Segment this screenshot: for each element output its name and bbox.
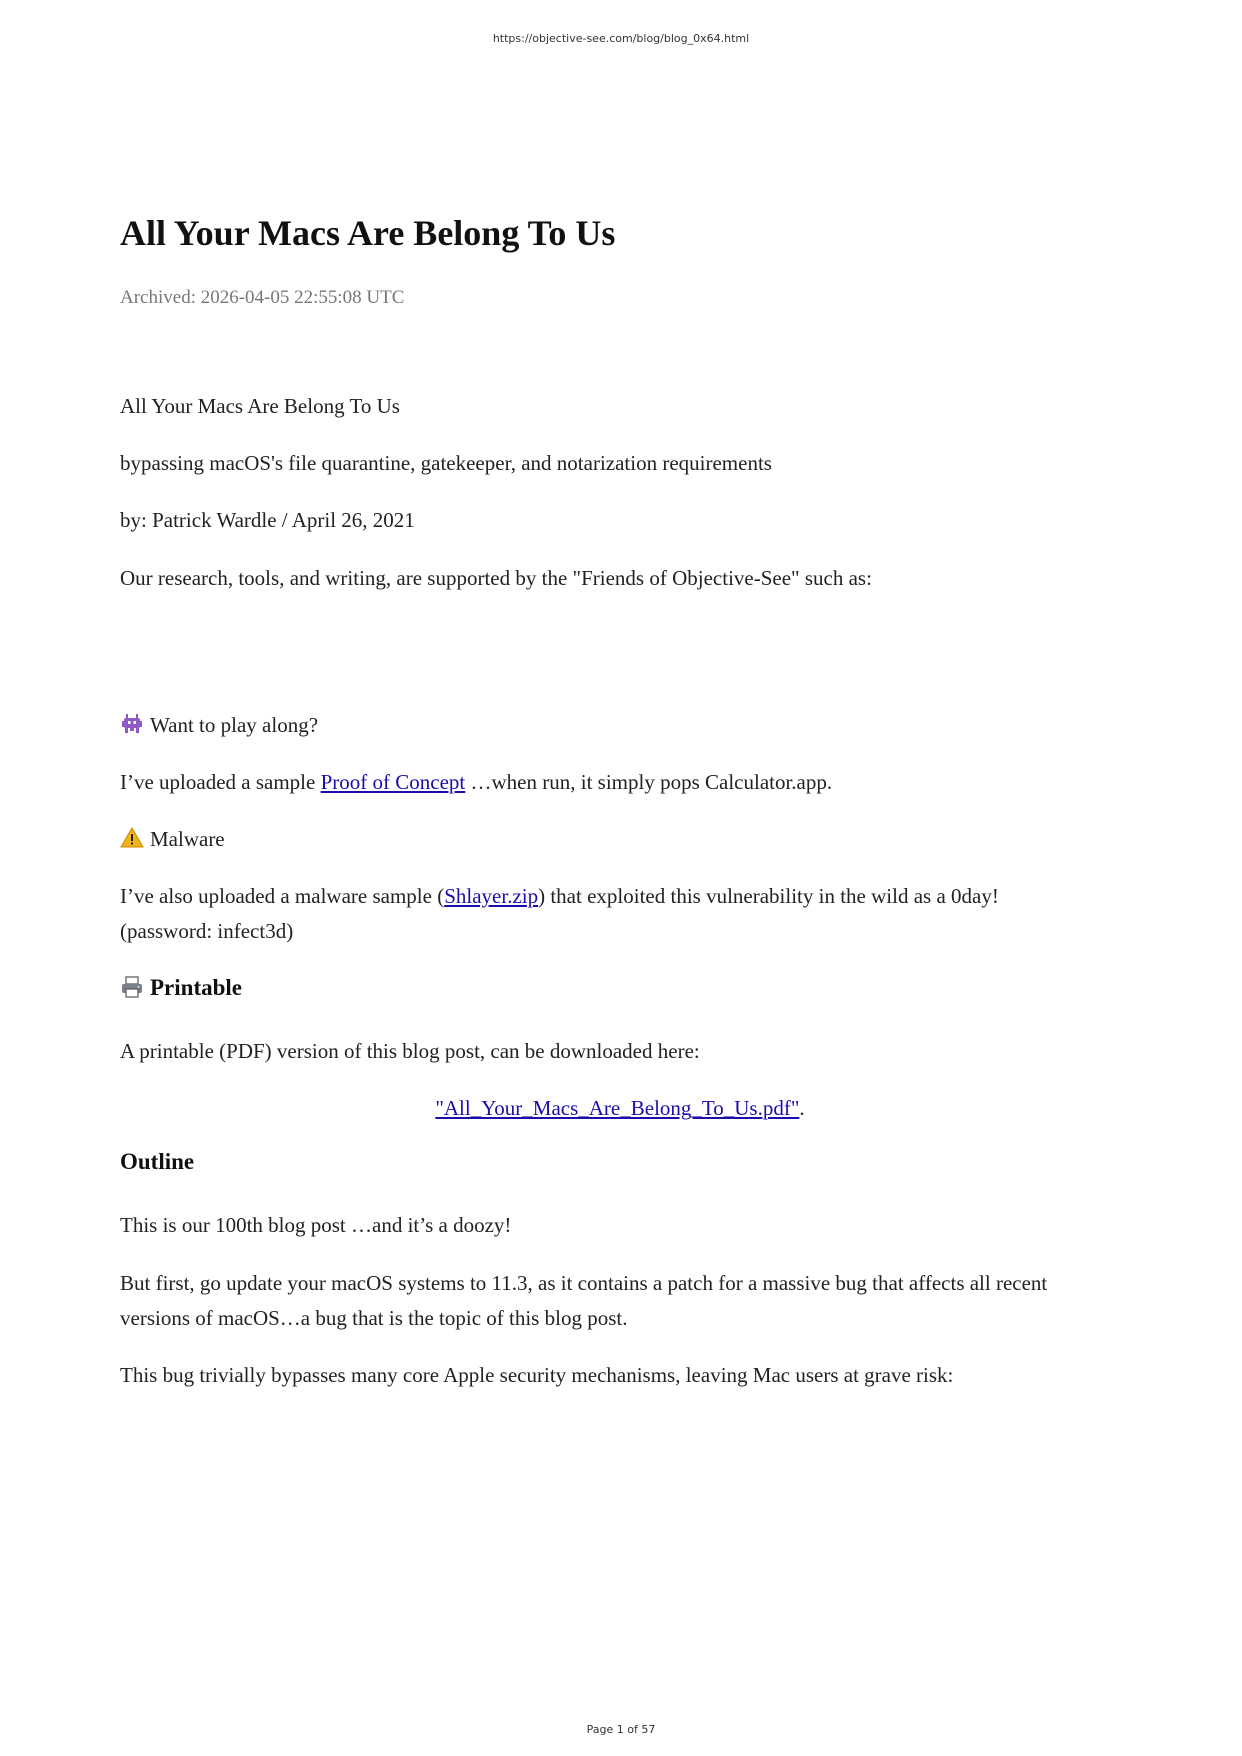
pdf-download-link[interactable]: "All_Your_Macs_Are_Belong_To_Us.pdf" bbox=[435, 1096, 800, 1120]
shlayer-zip-link[interactable]: Shlayer.zip bbox=[444, 884, 539, 908]
page-title: All Your Macs Are Belong To Us bbox=[120, 213, 616, 253]
proof-of-concept-link[interactable]: Proof of Concept bbox=[320, 770, 466, 794]
outline-paragraph-2: But first, go update your macOS systems to 11.3, as it contains a patch for a massive bug that affects all recent versions of macOS…a bug that is the topic of this blog post. bbox=[120, 1271, 1048, 1330]
alien-monster-icon bbox=[120, 712, 144, 736]
printer-icon bbox=[120, 975, 144, 999]
page-number: Page 1 of 57 bbox=[586, 1723, 656, 1736]
outline-heading: Outline bbox=[120, 1149, 195, 1174]
malware-label: Malware bbox=[150, 827, 225, 851]
play-along-text bbox=[120, 765, 1120, 800]
malware-text-before: I’ve also uploaded a malware sample ( bbox=[120, 884, 445, 908]
article-byline: by: Patrick Wardle / April 26, 2021 bbox=[120, 508, 415, 532]
malware-text bbox=[120, 879, 1080, 949]
pdf-download bbox=[120, 1091, 1120, 1126]
malware-text-after: ) that exploited this vulnerability in the wild as a 0day! (password: infect3d) bbox=[120, 884, 999, 943]
page-url: https://objective-see.com/blog/blog_0x64.html bbox=[492, 32, 750, 45]
archived-timestamp: Archived: 2026-04-05 22:55:08 UTC bbox=[120, 287, 405, 308]
pdf-link-suffix: . bbox=[799, 1096, 805, 1120]
malware-heading bbox=[120, 822, 1120, 857]
printable-text: A printable (PDF) version of this blog post, can be downloaded here: bbox=[120, 1039, 700, 1063]
play-along-label: Want to play along? bbox=[150, 713, 319, 737]
article-tagline: bypassing macOS's file quarantine, gatekeeper, and notarization requirements bbox=[120, 451, 772, 475]
outline-paragraph-3: This bug trivially bypasses many core Apple security mechanisms, leaving Mac users at grave risk: bbox=[120, 1363, 954, 1387]
warning-icon bbox=[120, 826, 144, 850]
play-along-heading bbox=[120, 708, 1120, 743]
printable-label: Printable bbox=[150, 975, 242, 1000]
article-subtitle: All Your Macs Are Belong To Us bbox=[120, 394, 400, 418]
play-along-text-after: …when run, it simply pops Calculator.app. bbox=[465, 770, 833, 794]
outline-paragraph-1: This is our 100th blog post …and it’s a doozy! bbox=[120, 1213, 512, 1237]
play-along-text-before: I’ve uploaded a sample bbox=[120, 770, 321, 794]
printable-heading bbox=[120, 975, 242, 1001]
support-text: Our research, tools, and writing, are supported by the "Friends of Objective-See" such as: bbox=[120, 566, 872, 590]
